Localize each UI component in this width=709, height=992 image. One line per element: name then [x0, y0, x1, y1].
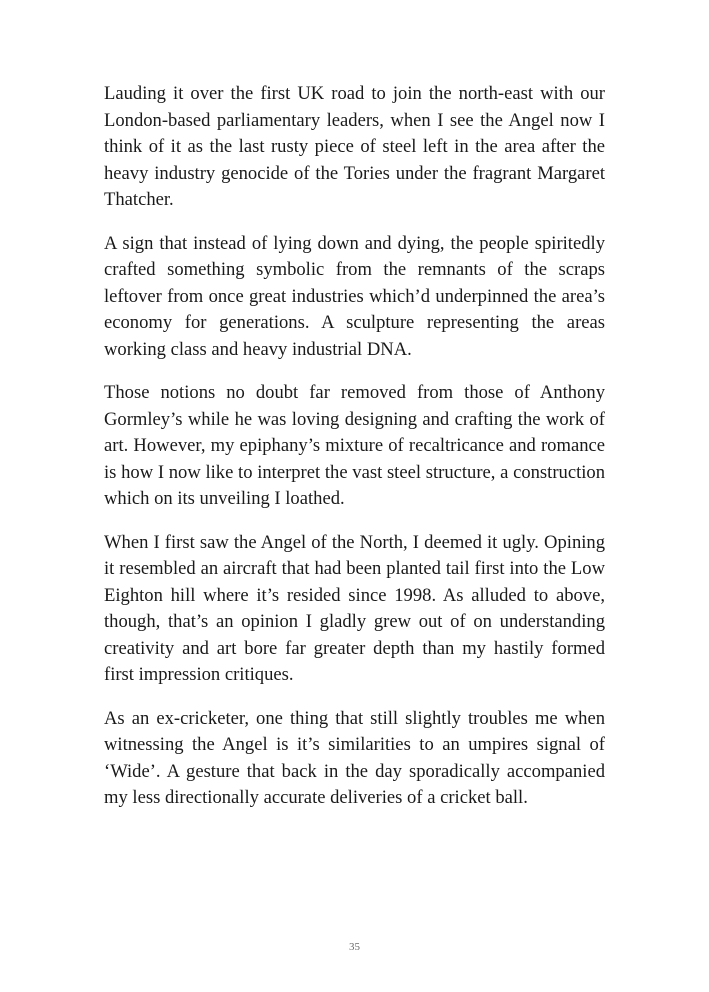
- paragraph-1: Lauding it over the first UK road to join the north-east with our London-based parliamentary leaders, when I see the Angel now I think of it as the last rusty piece of steel left in the area after the heavy industry genocide of the Tories under the fragrant Margaret Thatcher.: [104, 83, 605, 210]
- paragraph-3: Those notions no doubt far removed from those of Anthony Gormley’s while he was loving designing and crafting the work of art. However, my epiphany’s mixture of recaltricance and romance is how I now like to interpret the vast steel structure, a construction which on its unveiling I loathed.: [104, 382, 605, 509]
- body-text: [104, 81, 605, 829]
- page-number: 35: [349, 941, 360, 953]
- paragraph-4: When I first saw the Angel of the North, I deemed it ugly. Opining it resembled an aircraft that had been planted tail first into the Low Eighton hill where it’s resided since 1998. As alluded to above, though, that’s an opinion I gladly grew out of on understanding creativity and art bore far greater depth than my hastily formed first impression critiques.: [104, 531, 605, 685]
- paragraph-5: As an ex-cricketer, one thing that still slightly troubles me when witnessing the Angel is it’s similarities to an umpires signal of ‘Wide’. A gesture that back in the day sporadically accompanied my less directionally accurate deliveries of a cricket ball.: [104, 707, 605, 808]
- paragraph-2: A sign that instead of lying down and dying, the people spiritedly crafted something symbolic from the remnants of the scraps leftover from once great industries which’d underpinned the area’s economy for generations. A sculpture representing the areas working class and heavy industrial DNA.: [104, 232, 605, 360]
